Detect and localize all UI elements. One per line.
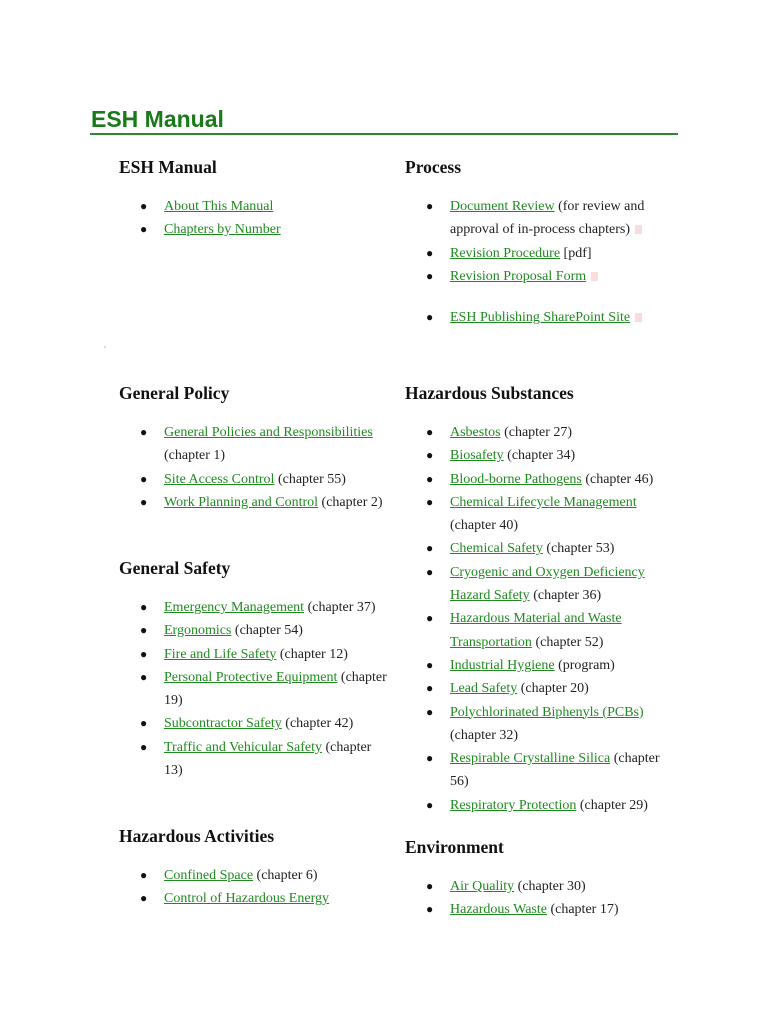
bullet-icon: ● <box>426 268 434 283</box>
bullet-icon: ● <box>426 611 434 626</box>
list-item <box>405 468 675 491</box>
section-heading-hazardous-activities: Hazardous Activities <box>119 826 275 846</box>
link-esh-publishing-sharepoint[interactable]: ESH Publishing SharePoint Site <box>450 310 631 326</box>
chapter-note: (chapter 1) <box>164 448 226 464</box>
link-about-this-manual[interactable]: About This Manual <box>164 199 274 214</box>
general-safety-list <box>119 596 389 782</box>
list-item <box>119 218 389 241</box>
link-chapters-by-number[interactable]: Chapters by Number <box>164 222 281 238</box>
bullet-icon: ● <box>140 716 148 731</box>
bullet-icon: ● <box>426 448 434 463</box>
list-item <box>119 596 389 619</box>
list-item <box>119 887 389 910</box>
list-item <box>119 666 389 713</box>
bullet-icon: ● <box>140 623 148 638</box>
list-item <box>405 444 675 467</box>
link-chemical-safety[interactable]: Chemical Safety <box>450 541 543 557</box>
section-general-safety <box>119 556 389 782</box>
link-subcontractor-safety[interactable]: Subcontractor Safety <box>164 716 282 732</box>
list-item <box>405 195 675 242</box>
bullet-icon: ● <box>140 868 148 882</box>
chapter-note: (chapter 32) <box>450 727 519 743</box>
bullet-icon: ● <box>426 879 434 893</box>
list-item <box>405 306 675 329</box>
list-item <box>405 654 675 677</box>
list-item <box>405 491 675 538</box>
bullet-icon: ● <box>426 704 434 719</box>
bullet-icon: ● <box>426 797 434 812</box>
bullet-icon: ● <box>140 471 148 486</box>
section-esh-manual <box>119 155 389 242</box>
link-personal-protective-equipment[interactable]: Personal Protective Equipment <box>164 669 338 685</box>
link-general-policies[interactable]: General Policies and Responsibilities <box>164 425 373 440</box>
chapter-note: (chapter 40) <box>450 518 519 534</box>
list-item <box>119 421 389 468</box>
list-item <box>119 619 389 642</box>
link-emergency-management[interactable]: Emergency Management <box>164 600 305 615</box>
link-revision-proposal-form[interactable]: Revision Proposal Form <box>450 268 587 284</box>
section-heading-esh-manual: ESH Manual <box>119 157 217 177</box>
bullet-icon: ● <box>426 902 434 917</box>
chapter-note: (chapter 53) <box>542 541 615 557</box>
chapter-note: (chapter 46) <box>581 471 654 487</box>
bullet-icon: ● <box>140 600 148 614</box>
link-traffic-and-vehicular-safety[interactable]: Traffic and Vehicular Safety <box>164 739 322 755</box>
bullet-icon: ● <box>140 425 148 439</box>
bullet-icon: ● <box>140 222 148 237</box>
link-respirable-crystalline-silica[interactable]: Respirable Crystalline Silica <box>450 751 611 767</box>
link-confined-space[interactable]: Confined Space <box>164 868 254 883</box>
link-biosafety[interactable]: Biosafety <box>450 448 504 464</box>
list-item <box>405 898 675 921</box>
list-item <box>119 712 389 735</box>
chapter-note: (chapter 29) <box>576 797 648 813</box>
link-lead-safety[interactable]: Lead Safety <box>450 681 518 697</box>
hazardous-substances-list <box>405 421 675 817</box>
link-chemical-lifecycle-management[interactable]: Chemical Lifecycle Management <box>450 494 637 510</box>
section-heading-hazardous-substances: Hazardous Substances <box>405 383 574 403</box>
link-hazardous-material-waste-transportation[interactable]: Hazardous Material and Waste Transportation <box>450 611 622 650</box>
bullet-icon: ● <box>426 541 434 556</box>
list-item <box>405 265 675 288</box>
link-cryogenic-oxygen-deficiency[interactable]: Cryogenic and Oxygen Deficiency Hazard Safety <box>450 564 645 604</box>
link-fire-and-life-safety[interactable]: Fire and Life Safety <box>164 646 277 662</box>
bullet-icon: ● <box>140 646 148 661</box>
list-item <box>119 491 389 514</box>
bullet-icon: ● <box>426 564 434 579</box>
list-item <box>119 643 389 666</box>
external-link-icon <box>635 313 642 322</box>
section-process <box>405 155 675 329</box>
list-item <box>405 875 675 898</box>
section-general-policy <box>119 381 389 514</box>
chapter-note: (chapter 27) <box>500 425 573 440</box>
bullet-icon: ● <box>426 751 434 766</box>
description-note: (for review and approval of in-process chapters) <box>450 199 645 238</box>
bullet-icon: ● <box>426 245 434 260</box>
link-polychlorinated-biphenyls[interactable]: Polychlorinated Biphenyls (PCBs) <box>450 704 644 720</box>
chapter-note: (chapter 20) <box>517 681 589 697</box>
link-hazardous-waste[interactable]: Hazardous Waste <box>450 902 547 918</box>
link-respiratory-protection[interactable]: Respiratory Protection <box>450 797 577 813</box>
section-heading-general-safety: General Safety <box>119 558 231 578</box>
link-industrial-hygiene[interactable]: Industrial Hygiene <box>450 657 555 673</box>
bullet-icon: ● <box>140 199 148 213</box>
list-item <box>405 561 675 608</box>
list-item <box>405 677 675 700</box>
decorative-dot <box>104 346 106 348</box>
section-environment <box>405 835 675 922</box>
format-note: [pdf] <box>560 245 592 261</box>
bullet-icon: ● <box>426 657 434 672</box>
list-item <box>405 794 675 817</box>
list-item <box>405 747 675 794</box>
chapter-note: (chapter 42) <box>281 716 354 732</box>
general-policy-list <box>119 421 389 514</box>
list-item <box>405 242 675 265</box>
list-item <box>405 607 675 654</box>
link-asbestos[interactable]: Asbestos <box>450 425 501 440</box>
bullet-icon: ● <box>140 494 148 509</box>
link-ergonomics[interactable]: Ergonomics <box>164 623 232 639</box>
esh-manual-list <box>119 195 389 242</box>
process-list <box>405 195 675 329</box>
chapter-note: (chapter 30) <box>514 879 586 894</box>
chapter-note: (chapter 6) <box>253 868 318 883</box>
chapter-note: (chapter 55) <box>274 471 346 487</box>
bullet-icon: ● <box>426 199 434 213</box>
bullet-icon: ● <box>140 891 148 906</box>
chapter-note: (chapter 37) <box>304 600 376 615</box>
chapter-note: (chapter 13) <box>164 739 372 779</box>
list-item <box>119 864 389 887</box>
list-item <box>119 195 389 218</box>
chapter-note: (chapter 54) <box>231 623 303 639</box>
bullet-icon: ● <box>426 310 434 325</box>
chapter-note: (chapter 2) <box>318 494 383 510</box>
chapter-note: (chapter 34) <box>503 448 576 464</box>
section-heading-environment: Environment <box>405 837 504 857</box>
section-hazardous-activities <box>119 824 389 911</box>
chapter-note: (chapter 12) <box>276 646 348 662</box>
chapter-note: (chapter 52) <box>531 634 604 650</box>
link-blood-borne-pathogens[interactable]: Blood-borne Pathogens <box>450 471 582 487</box>
chapter-note: (chapter 19) <box>164 669 387 709</box>
link-work-planning[interactable]: Work Planning and Control <box>164 494 319 510</box>
chapter-note: (chapter 56) <box>450 751 660 790</box>
program-note: (program) <box>554 657 615 673</box>
page-title: ESH Manual <box>91 106 224 132</box>
hazardous-activities-list <box>119 864 389 911</box>
bullet-icon: ● <box>426 494 434 509</box>
list-item <box>405 701 675 748</box>
section-hazardous-substances <box>405 381 675 817</box>
bullet-icon: ● <box>426 681 434 696</box>
link-site-access-control[interactable]: Site Access Control <box>164 471 275 487</box>
environment-list <box>405 875 675 922</box>
title-divider <box>90 133 678 135</box>
link-document-review[interactable]: Document Review <box>450 199 555 214</box>
external-link-icon <box>591 272 598 281</box>
list-item <box>405 421 675 444</box>
list-item <box>405 537 675 560</box>
bullet-icon: ● <box>140 669 148 684</box>
section-heading-process: Process <box>405 157 462 177</box>
external-link-icon <box>635 225 642 234</box>
chapter-note: (chapter 17) <box>546 902 619 918</box>
list-item <box>119 468 389 491</box>
section-heading-general-policy: General Policy <box>119 383 230 403</box>
bullet-icon: ● <box>426 425 434 439</box>
link-air-quality[interactable]: Air Quality <box>450 879 515 894</box>
list-item <box>119 736 389 783</box>
bullet-icon: ● <box>426 471 434 486</box>
bullet-icon: ● <box>140 739 148 754</box>
link-control-of-hazardous-energy[interactable]: Control of Hazardous Energy <box>164 891 329 907</box>
chapter-note: (chapter 36) <box>529 588 602 604</box>
link-revision-procedure[interactable]: Revision Procedure <box>450 245 561 261</box>
